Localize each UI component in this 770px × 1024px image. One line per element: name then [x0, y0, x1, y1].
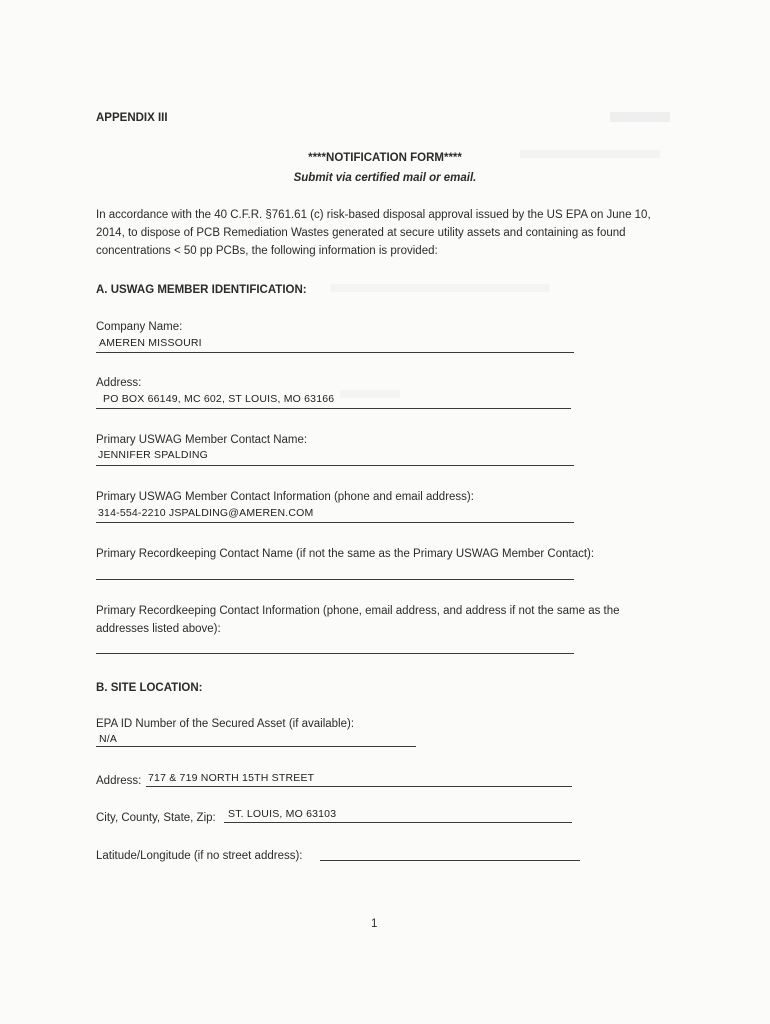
page-number: 1 — [371, 918, 378, 930]
contact-name-line — [96, 465, 574, 466]
latlong-line — [320, 860, 580, 861]
section-a-heading: A. USWAG MEMBER IDENTIFICATION: — [96, 284, 307, 296]
bleed-through-mark — [610, 112, 670, 122]
company-name-line — [96, 352, 574, 353]
recordkeeping-info-line — [96, 653, 574, 654]
form-title: ****NOTIFICATION FORM**** — [308, 152, 462, 164]
address-label: Address: — [96, 377, 142, 389]
address-line — [96, 408, 571, 409]
city-line — [224, 822, 572, 823]
recordkeeping-name-line — [96, 579, 574, 580]
latlong-label: Latitude/Longitude (if no street address): — [96, 850, 303, 862]
recordkeeping-name-label: Primary Recordkeeping Contact Name (if not the same as the Primary USWAG Member Contact): — [96, 548, 595, 560]
intro-paragraph: In accordance with the 40 C.F.R. §761.61 (c) risk-based disposal approval issued by the US EPA on June 10, 2014, to dispose of PCB Remediation Wastes generated at secure utility assets and containing as found concentrations < 50 pp PCBs, the following information is provided: — [96, 209, 651, 257]
contact-name-value: JENNIFER SPALDING — [98, 449, 208, 461]
appendix-label: APPENDIX III — [96, 112, 168, 124]
epa-id-line — [96, 746, 416, 747]
city-value: ST. LOUIS, MO 63103 — [228, 808, 337, 820]
company-name-label: Company Name: — [96, 321, 183, 333]
recordkeeping-info-label: Primary Recordkeeping Contact Information (phone, email address, and address if not the same as the addresses listed above): — [96, 605, 620, 635]
contact-name-label: Primary USWAG Member Contact Name: — [96, 434, 308, 446]
contact-info-label: Primary USWAG Member Contact Information (phone and email address): — [96, 491, 474, 503]
bleed-through-mark — [340, 390, 400, 398]
epa-id-label: EPA ID Number of the Secured Asset (if available): — [96, 718, 355, 730]
city-label: City, County, State, Zip: — [96, 812, 216, 824]
submit-note: Submit via certified mail or email. — [293, 172, 477, 184]
contact-info-line — [96, 522, 574, 523]
contact-info-value: 314-554-2210 JSPALDING@AMEREN.COM — [98, 507, 314, 519]
bleed-through-mark — [330, 284, 550, 292]
epa-id-value: N/A — [99, 733, 118, 745]
site-address-label: Address: — [96, 775, 142, 787]
company-name-value: AMEREN MISSOURI — [99, 337, 202, 349]
section-b-heading: B. SITE LOCATION: — [96, 682, 203, 694]
site-address-value: 717 & 719 NORTH 15TH STREET — [148, 772, 315, 784]
address-value: PO BOX 66149, MC 602, ST LOUIS, MO 63166 — [103, 393, 335, 405]
site-address-line — [146, 786, 572, 787]
